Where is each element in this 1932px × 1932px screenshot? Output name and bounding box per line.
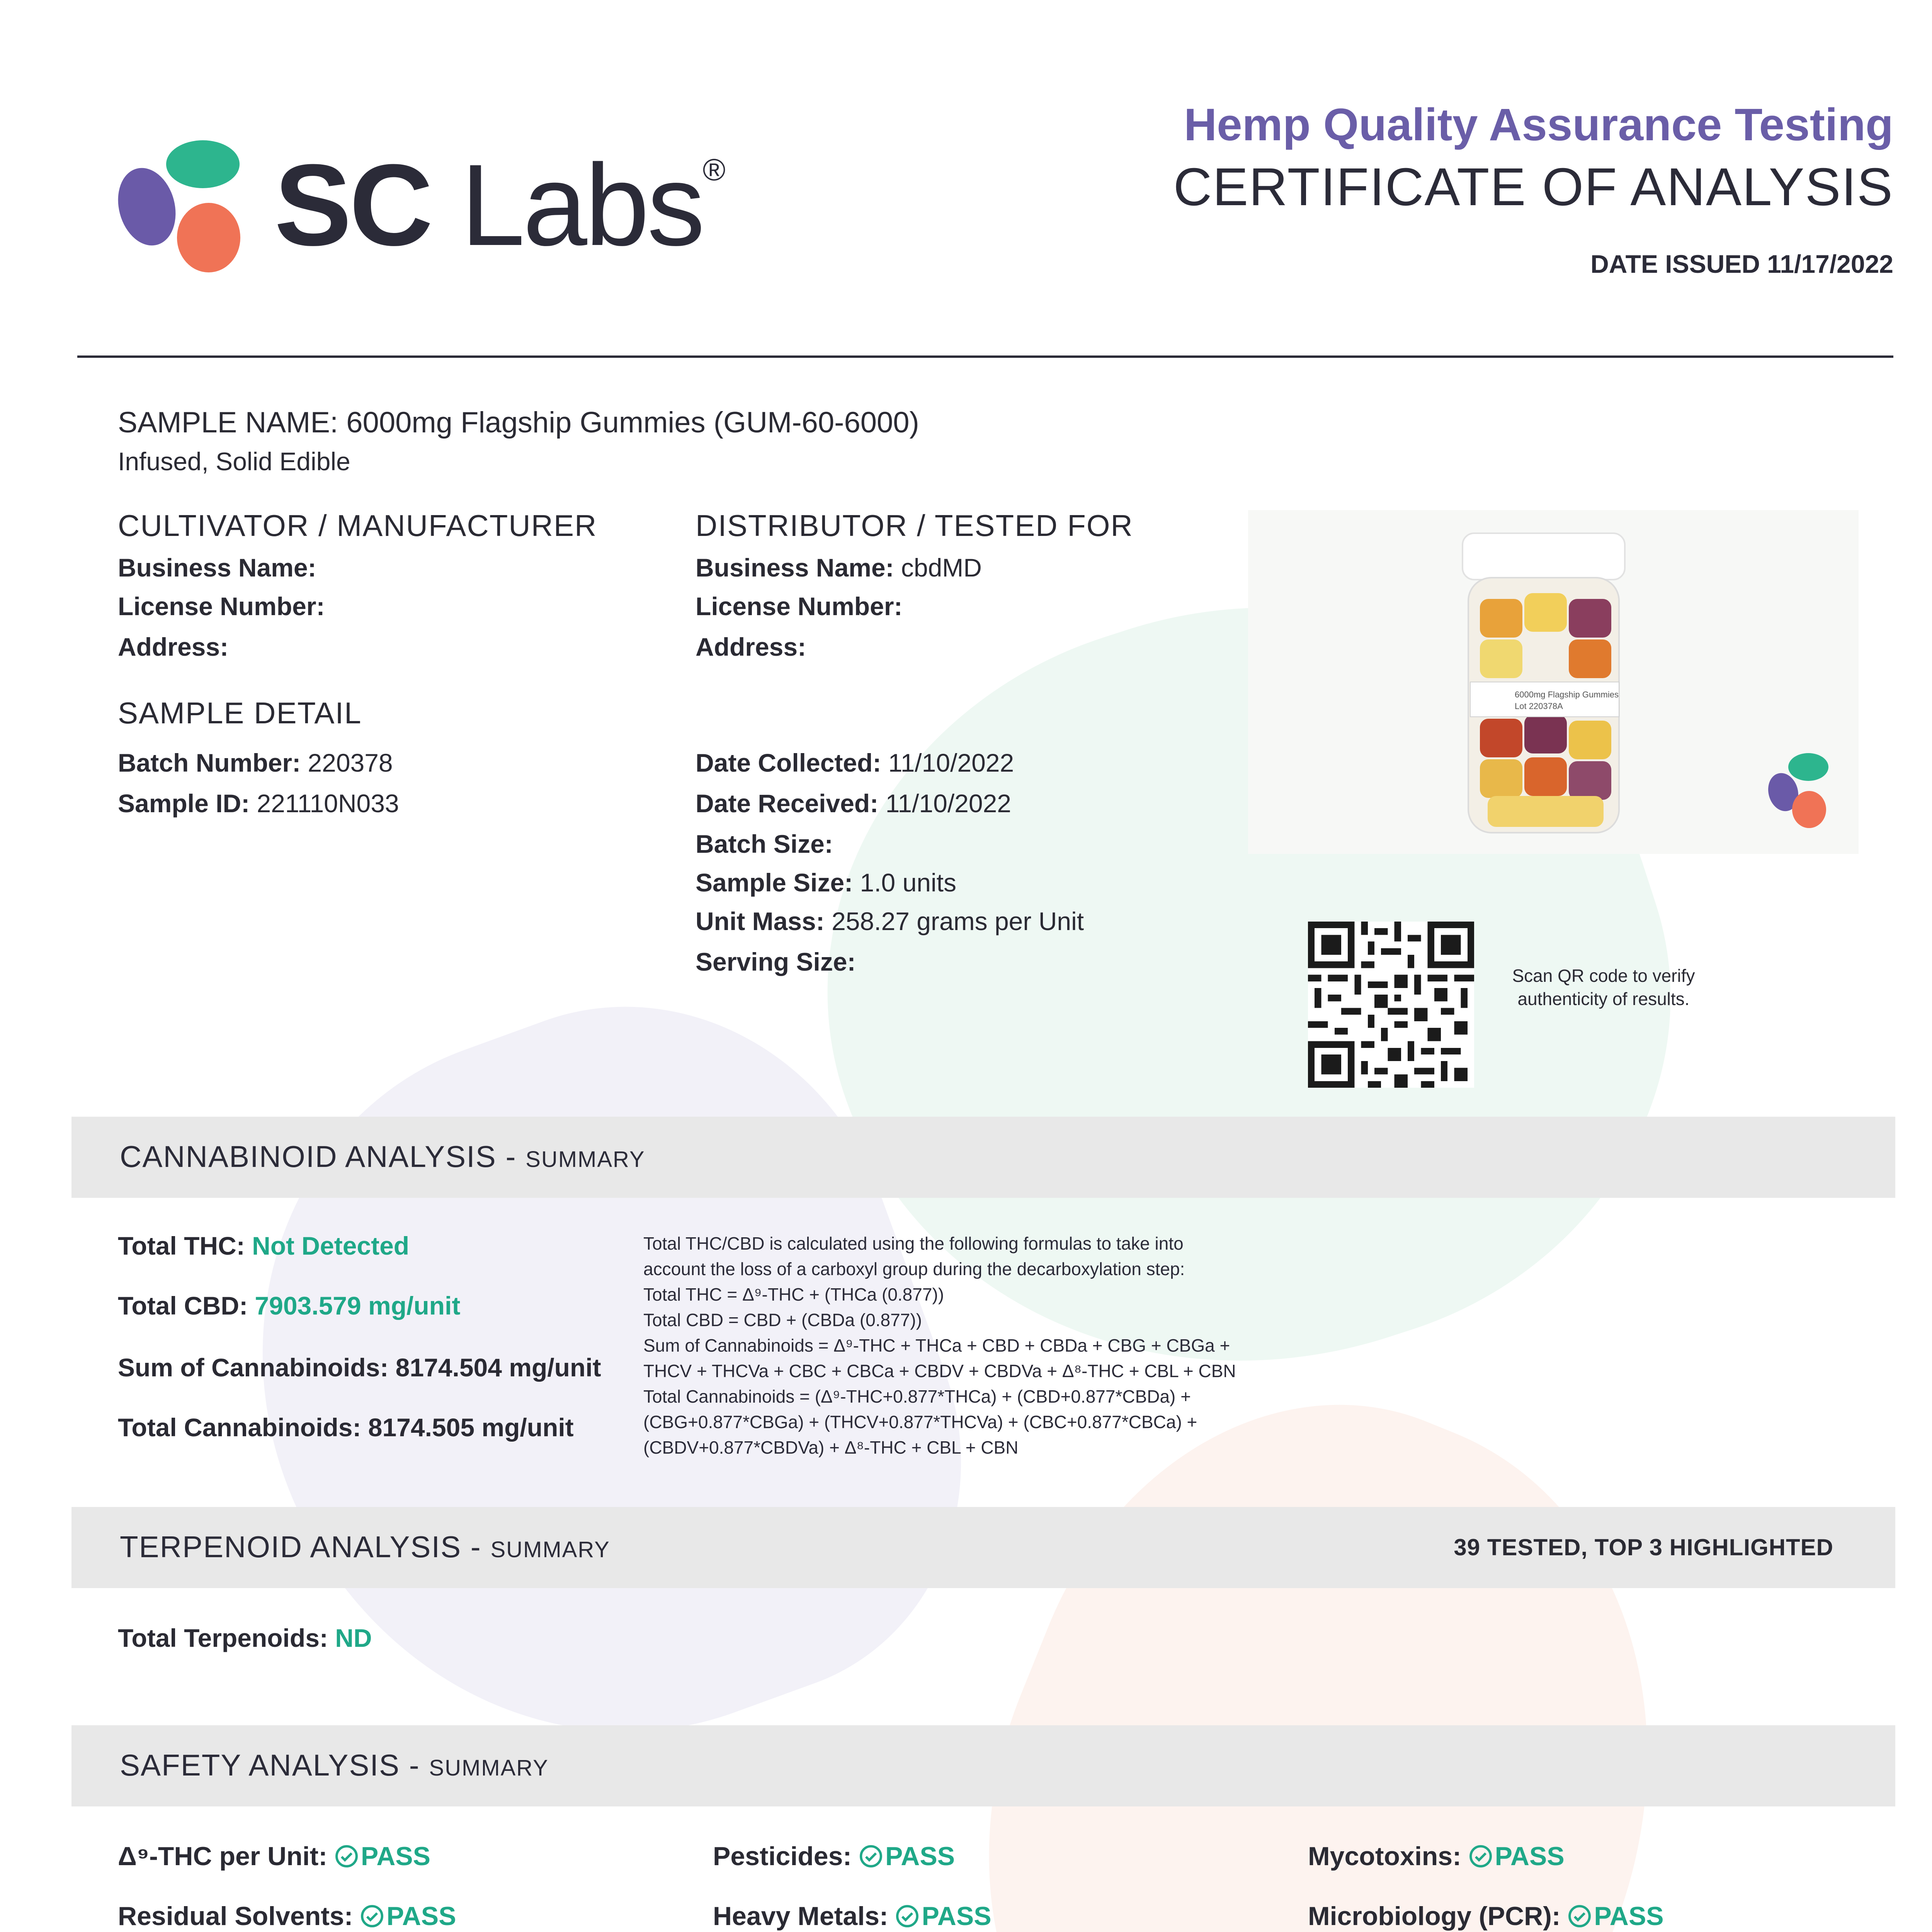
safety-item-label: Δ⁹-THC per Unit: bbox=[118, 1842, 327, 1871]
cultivator-business-label: Business Name: bbox=[118, 553, 316, 582]
sample-name-row bbox=[118, 406, 919, 439]
header-divider bbox=[77, 355, 1893, 358]
qr-caption-line1: Scan QR code to verify bbox=[1512, 966, 1695, 986]
date-received-label: Date Received: bbox=[696, 789, 879, 818]
distributor-business-value: cbdMD bbox=[901, 553, 982, 582]
safety-item-value: PASS bbox=[1594, 1901, 1664, 1931]
cannabinoid-heading: CANNABINOID ANALYSIS - bbox=[120, 1139, 526, 1173]
cannabinoid-section-header bbox=[71, 1117, 1895, 1198]
batch-number-row bbox=[118, 748, 393, 778]
sample-id-value: 221110N033 bbox=[257, 789, 399, 818]
safety-item-label: Heavy Metals: bbox=[713, 1901, 888, 1931]
distributor-address-label: Address: bbox=[696, 633, 806, 661]
cultivator-license-label: License Number: bbox=[118, 592, 325, 621]
sample-detail-heading: SAMPLE DETAIL bbox=[118, 696, 362, 730]
safety-item-label: Pesticides: bbox=[713, 1842, 852, 1871]
sample-size-label: Sample Size: bbox=[696, 868, 853, 897]
total-cbd-row bbox=[118, 1291, 460, 1321]
date-collected-row bbox=[696, 748, 1014, 778]
gummy-jar-image bbox=[1248, 510, 1859, 854]
check-circle-icon bbox=[360, 1904, 384, 1928]
sum-cannabinoids-value: 8174.504 mg/unit bbox=[395, 1353, 601, 1382]
batch-number-value: 220378 bbox=[308, 748, 393, 777]
safety-heading: SAFETY ANALYSIS - bbox=[120, 1748, 429, 1782]
jar-label-line2: Lot 220378A bbox=[1515, 701, 1563, 711]
date-collected-value: 11/10/2022 bbox=[888, 748, 1014, 777]
safety-item-d9-thc bbox=[118, 1841, 430, 1871]
safety-section-header bbox=[71, 1725, 1895, 1806]
safety-item-pesticides bbox=[713, 1841, 955, 1871]
sample-id-label: Sample ID: bbox=[118, 789, 250, 818]
unit-mass-row bbox=[696, 906, 1084, 937]
safety-item-value: PASS bbox=[361, 1842, 431, 1871]
formula-line: Total Cannabinoids = (Δ⁹-THC+0.877*THCa) + (CBD+0.877*CBDa) + bbox=[643, 1386, 1191, 1406]
total-cbd-value: 7903.579 mg/unit bbox=[255, 1291, 461, 1320]
safety-item-mycotoxins bbox=[1308, 1841, 1565, 1871]
check-circle-icon bbox=[1469, 1844, 1493, 1868]
product-photo bbox=[1248, 510, 1859, 854]
sum-cannabinoids-row bbox=[118, 1352, 601, 1383]
formula-line: Total THC = Δ⁹-THC + (THCa (0.877)) bbox=[643, 1284, 944, 1304]
cannabinoid-heading-small: SUMMARY bbox=[526, 1147, 645, 1172]
total-cannabinoids-label: Total Cannabinoids: bbox=[118, 1413, 361, 1442]
sample-type: Infused, Solid Edible bbox=[118, 447, 350, 476]
total-cannabinoids-row bbox=[118, 1412, 574, 1443]
formula-line: THCV + THCVa + CBC + CBCa + CBDV + CBDVa + Δ⁸-THC + CBL + CBN bbox=[643, 1361, 1236, 1381]
formula-line: account the loss of a carboxyl group during the decarboxylation step: bbox=[643, 1259, 1185, 1279]
safety-item-microbiology-pcr bbox=[1308, 1901, 1664, 1931]
qr-caption bbox=[1488, 964, 1719, 1010]
safety-item-value: PASS bbox=[386, 1901, 456, 1931]
safety-item-label: Mycotoxins: bbox=[1308, 1842, 1461, 1871]
cultivator-heading: CULTIVATOR / MANUFACTURER bbox=[118, 509, 597, 543]
unit-mass-value: 258.27 grams per Unit bbox=[832, 907, 1084, 935]
qr-code-icon bbox=[1308, 922, 1474, 1088]
distributor-business-row bbox=[696, 553, 982, 583]
page-title: CERTIFICATE OF ANALYSIS bbox=[1173, 157, 1893, 217]
safety-item-residual-solvents bbox=[118, 1901, 456, 1931]
calculation-formulas bbox=[643, 1231, 1300, 1460]
terpenoid-heading-small: SUMMARY bbox=[490, 1537, 610, 1562]
date-received-value: 11/10/2022 bbox=[885, 789, 1011, 818]
check-circle-icon bbox=[859, 1844, 883, 1868]
date-received-row bbox=[696, 788, 1011, 819]
unit-mass-label: Unit Mass: bbox=[696, 907, 825, 935]
total-thc-value: Not Detected bbox=[252, 1231, 410, 1260]
total-thc-row bbox=[118, 1231, 409, 1261]
safety-item-label: Microbiology (PCR): bbox=[1308, 1901, 1561, 1931]
batch-number-label: Batch Number: bbox=[118, 748, 301, 777]
formula-line: (CBDV+0.877*CBDVa) + Δ⁸-THC + CBL + CBN bbox=[643, 1437, 1019, 1458]
distributor-license-label: License Number: bbox=[696, 592, 903, 621]
safety-heading-small: SUMMARY bbox=[429, 1755, 549, 1781]
safety-item-value: PASS bbox=[1495, 1842, 1565, 1871]
total-terpenoids-value: ND bbox=[335, 1624, 372, 1652]
header-subtitle: Hemp Quality Assurance Testing bbox=[1184, 99, 1893, 150]
date-collected-label: Date Collected: bbox=[696, 748, 881, 777]
total-cbd-label: Total CBD: bbox=[118, 1291, 248, 1320]
sample-id-row bbox=[118, 788, 399, 819]
safety-item-value: PASS bbox=[885, 1842, 955, 1871]
batch-size-label: Batch Size: bbox=[696, 830, 833, 858]
qr-caption-line2: authenticity of results. bbox=[1517, 989, 1690, 1009]
total-terpenoids-label: Total Terpenoids: bbox=[118, 1624, 328, 1652]
formula-line: Total CBD = CBD + (CBDa (0.877)) bbox=[643, 1310, 922, 1330]
safety-item-label: Residual Solvents: bbox=[118, 1901, 353, 1931]
formula-line: Sum of Cannabinoids = Δ⁹-THC + THCa + CBD + CBDa + CBG + CBGa + bbox=[643, 1335, 1230, 1355]
serving-size-label: Serving Size: bbox=[696, 947, 856, 976]
sc-labs-wordmark: SC Labs® bbox=[274, 140, 723, 270]
distributor-business-label: Business Name: bbox=[696, 553, 894, 582]
check-circle-icon bbox=[895, 1904, 919, 1928]
sample-size-row bbox=[696, 867, 956, 898]
terpenoid-section-header bbox=[71, 1507, 1895, 1588]
cultivator-address-label: Address: bbox=[118, 633, 229, 661]
safety-item-value: PASS bbox=[922, 1901, 992, 1931]
sample-name-label: SAMPLE NAME: bbox=[118, 406, 338, 439]
distributor-heading: DISTRIBUTOR / TESTED FOR bbox=[696, 509, 1133, 543]
terpenoid-tested-count: 39 TESTED, TOP 3 HIGHLIGHTED bbox=[1454, 1534, 1833, 1560]
sample-size-value: 1.0 units bbox=[860, 868, 956, 897]
sample-name-value: 6000mg Flagship Gummies (GUM-60-6000) bbox=[346, 406, 919, 439]
sum-cannabinoids-label: Sum of Cannabinoids: bbox=[118, 1353, 389, 1382]
check-circle-icon bbox=[335, 1844, 359, 1868]
check-circle-icon bbox=[1568, 1904, 1592, 1928]
formula-line: (CBG+0.877*CBGa) + (THCV+0.877*THCVa) + (CBC+0.877*CBCa) + bbox=[643, 1412, 1197, 1432]
total-thc-label: Total THC: bbox=[118, 1231, 245, 1260]
total-terpenoids-row bbox=[118, 1623, 372, 1653]
sc-labs-logo-icon bbox=[116, 139, 243, 278]
total-cannabinoids-value: 8174.505 mg/unit bbox=[368, 1413, 574, 1442]
formula-line: Total THC/CBD is calculated using the following formulas to take into bbox=[643, 1233, 1184, 1253]
jar-label-line1: 6000mg Flagship Gummies bbox=[1515, 690, 1619, 699]
date-issued: DATE ISSUED 11/17/2022 bbox=[1590, 250, 1893, 278]
safety-item-heavy-metals bbox=[713, 1901, 992, 1931]
terpenoid-heading: TERPENOID ANALYSIS - bbox=[120, 1530, 491, 1564]
